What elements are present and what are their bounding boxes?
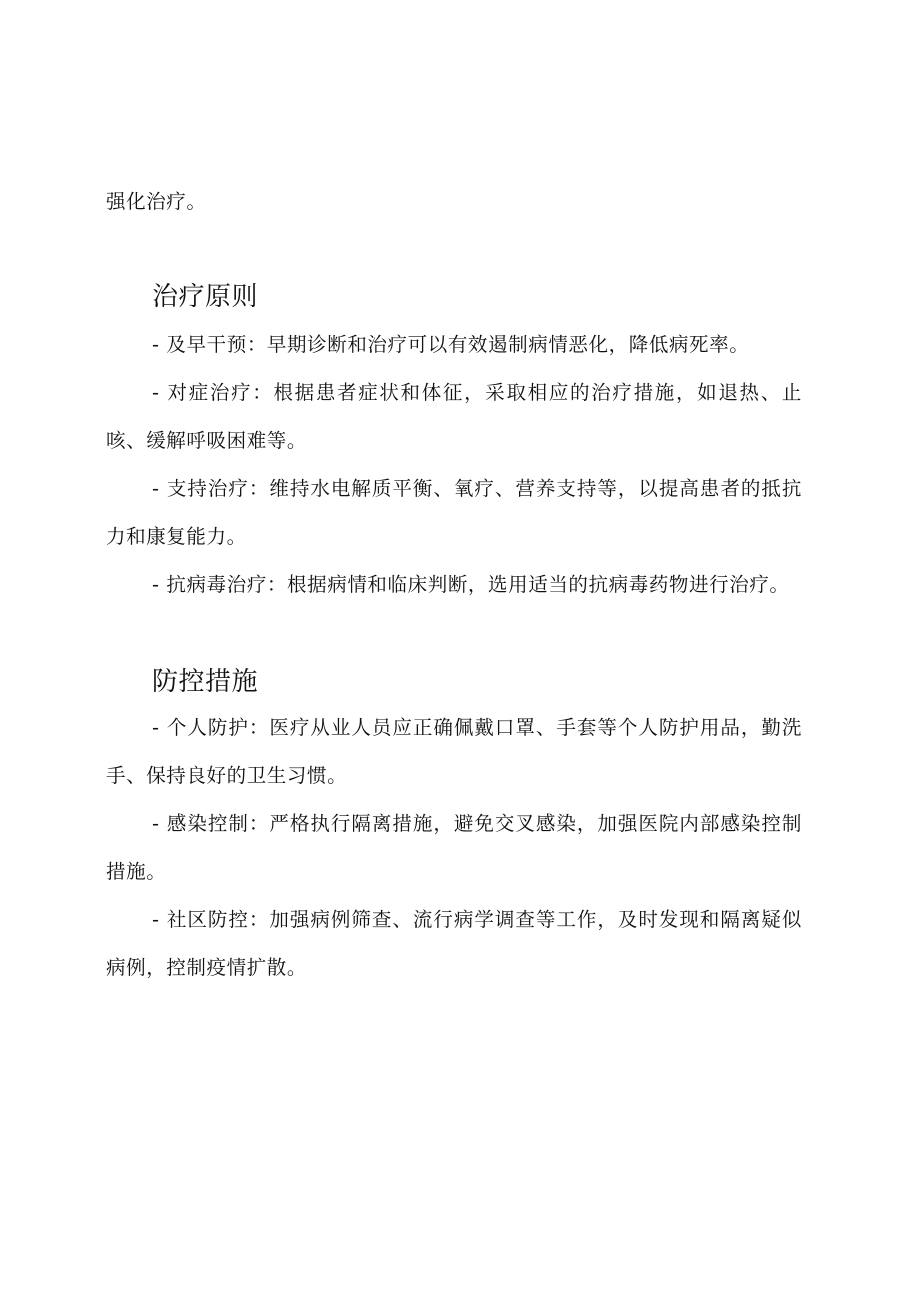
treatment-item-supportive: - 支持治疗：维持水电解质平衡、氧疗、营养支持等，以提高患者的抵抗力和康复能力。: [106, 477, 802, 548]
treatment-item-antiviral: - 抗病毒治疗：根据病情和临床判断，选用适当的抗病毒药物进行治疗。: [152, 573, 790, 596]
prevention-item-personal-protection: - 个人防护：医疗从业人员应正确佩戴口罩、手套等个人防护用品，勤洗手、保持良好的卫生习惯。: [106, 716, 802, 787]
section-title-treatment-principles: 治疗原则: [152, 282, 259, 312]
intro-continuation-text: 强化治疗。: [106, 190, 207, 213]
document-body: [106, 178, 802, 992]
treatment-item-early-intervention: - 及早干预：早期诊断和治疗可以有效遏制病情恶化，降低病死率。: [152, 333, 750, 356]
prevention-item-infection-control: - 感染控制：严格执行隔离措施，避免交叉感染，加强医院内部感染控制措施。: [106, 812, 802, 883]
treatment-item-symptomatic: - 对症治疗：根据患者症状和体征，采取相应的治疗措施，如退热、止咳、缓解呼吸困难等。: [106, 381, 802, 452]
prevention-item-community-control: - 社区防控：加强病例筛查、流行病学调查等工作，及时发现和隔离疑似病例，控制疫情扩散。: [106, 908, 802, 979]
section-title-prevention-measures: 防控措施: [152, 667, 259, 697]
